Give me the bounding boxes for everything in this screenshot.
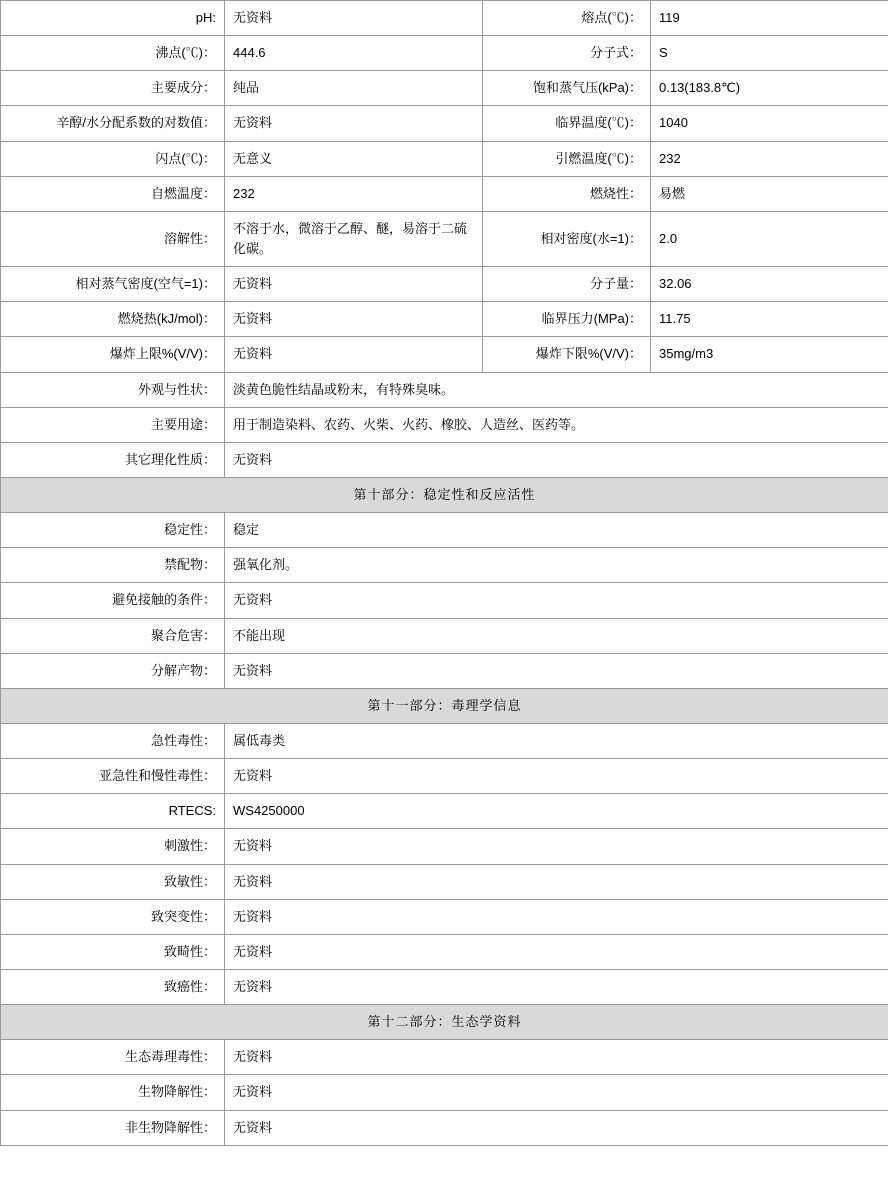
table-row [1,1040,888,1075]
property-value: 无资料 [225,653,888,688]
property-label: 分子量： [483,267,651,302]
property-label: 分子式： [483,36,651,71]
property-label: 生物降解性： [1,1075,225,1110]
table-row [1,934,888,969]
property-label: 相对蒸气密度(空气=1)： [1,267,225,302]
property-label: 外观与性状： [1,372,225,407]
property-label: 辛醇/水分配系数的对数值： [1,106,225,141]
table-row [1,583,888,618]
property-label: 避免接触的条件： [1,583,225,618]
property-value: 无资料 [225,442,888,477]
property-value: 无资料 [225,583,888,618]
property-label: 相对密度(水=1)： [483,211,651,266]
property-value: 11.75 [651,302,888,337]
table-row [1,1075,888,1110]
table-row [1,267,888,302]
property-value: 无资料 [225,829,888,864]
section-title-10: 第十部分：稳定性和反应活性 [1,477,888,512]
property-label: 急性毒性： [1,723,225,758]
property-label: 非生物降解性： [1,1110,225,1145]
property-value: 119 [651,1,888,36]
property-value: 无资料 [225,106,483,141]
property-value: 无资料 [225,1075,888,1110]
property-label: 溶解性： [1,211,225,266]
property-label: 爆炸下限%(V/V)： [483,337,651,372]
property-label: 主要用途： [1,407,225,442]
property-label: 燃烧热(kJ/mol)： [1,302,225,337]
property-label: 致畸性： [1,934,225,969]
property-value: 无资料 [225,1040,888,1075]
property-value: WS4250000 [225,794,888,829]
property-value: 不溶于水，微溶于乙醇、醚，易溶于二硫化碳。 [225,211,483,266]
property-value: 232 [651,141,888,176]
property-value: 用于制造染料、农药、火柴、火药、橡胶、人造丝、医药等。 [225,407,888,442]
property-value: 稳定 [225,513,888,548]
table-row [1,618,888,653]
property-label: 其它理化性质： [1,442,225,477]
table-row [1,653,888,688]
property-value: 无资料 [225,934,888,969]
table-row [1,372,888,407]
property-value: 2.0 [651,211,888,266]
property-label: pH: [1,1,225,36]
property-value: 无意义 [225,141,483,176]
property-label: 临界温度(℃)： [483,106,651,141]
table-row [1,302,888,337]
property-label: 主要成分： [1,71,225,106]
table-row [1,899,888,934]
table-row [1,864,888,899]
property-value: 无资料 [225,1110,888,1145]
property-value: 无资料 [225,759,888,794]
table-row [1,794,888,829]
property-label: 沸点(℃)： [1,36,225,71]
property-value: 无资料 [225,267,483,302]
property-value: 444.6 [225,36,483,71]
property-value: 35mg/m3 [651,337,888,372]
property-label: 临界压力(MPa)： [483,302,651,337]
property-label: 引燃温度(℃)： [483,141,651,176]
table-row [1,829,888,864]
property-value: 不能出现 [225,618,888,653]
property-value: 易燃 [651,176,888,211]
property-label: 爆炸上限%(V/V)： [1,337,225,372]
table-row [1,969,888,1004]
property-label: 亚急性和慢性毒性： [1,759,225,794]
table-row [1,407,888,442]
property-label: 自燃温度： [1,176,225,211]
property-label: 聚合危害： [1,618,225,653]
property-value: 属低毒类 [225,723,888,758]
table-row [1,548,888,583]
table-row [1,141,888,176]
table-row [1,513,888,548]
section-title-11: 第十一部分：毒理学信息 [1,688,888,723]
property-value: 纯品 [225,71,483,106]
table-row [1,176,888,211]
table-row [1,723,888,758]
table-row [1,211,888,266]
property-value: 32.06 [651,267,888,302]
property-label: 禁配物： [1,548,225,583]
property-value: S [651,36,888,71]
table-row [1,36,888,71]
property-label: 熔点(℃)： [483,1,651,36]
table-row [1,1,888,36]
table-row [1,442,888,477]
property-value: 无资料 [225,899,888,934]
property-label: 闪点(℃)： [1,141,225,176]
property-value: 232 [225,176,483,211]
section-title-12: 第十二部分：生态学资料 [1,1005,888,1040]
property-label: 稳定性： [1,513,225,548]
property-value: 无资料 [225,864,888,899]
table-row [1,106,888,141]
table-row [1,1110,888,1145]
property-value: 无资料 [225,302,483,337]
property-label: 致突变性： [1,899,225,934]
section-header-row [1,1005,888,1040]
property-value: 无资料 [225,337,483,372]
property-value: 淡黄色脆性结晶或粉末，有特殊臭味。 [225,372,888,407]
property-label: 刺激性： [1,829,225,864]
property-value: 强氧化剂。 [225,548,888,583]
property-value: 1040 [651,106,888,141]
property-label: 燃烧性： [483,176,651,211]
property-label: 致敏性： [1,864,225,899]
property-value: 0.13(183.8℃) [651,71,888,106]
table-row [1,71,888,106]
table-row [1,759,888,794]
property-label: 致癌性： [1,969,225,1004]
property-label: 分解产物： [1,653,225,688]
section-header-row [1,688,888,723]
property-value: 无资料 [225,1,483,36]
table-row [1,337,888,372]
section-header-row [1,477,888,512]
property-label: RTECS: [1,794,225,829]
property-label: 饱和蒸气压(kPa)： [483,71,651,106]
property-label: 生态毒理毒性： [1,1040,225,1075]
property-value: 无资料 [225,969,888,1004]
